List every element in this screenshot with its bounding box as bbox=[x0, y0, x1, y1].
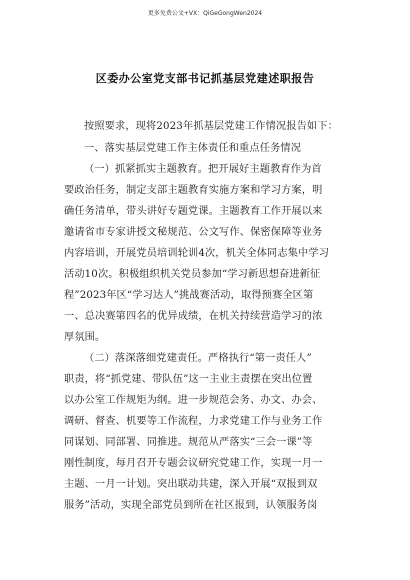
paragraph-line: 按照要求，现将2023年抓基层党建工作情况报告如下： bbox=[84, 121, 338, 132]
paragraph-line: （一）抓紧抓实主题教育。把开展好主题教育作为首 bbox=[84, 164, 322, 175]
paragraph-line: 一、总决赛第四名的优异成绩，在机关持续营造学习的浓 bbox=[64, 311, 323, 322]
paragraph-line: 服务”活动，实现全部党员到所在社区报到，认领服务岗 bbox=[64, 500, 318, 511]
paragraph-line: 程”2023年区“学习达人”挑战赛活动，取得预赛全区第 bbox=[64, 290, 314, 301]
header-note: 更多免费公文+VX：QiGeGongWen2024 bbox=[147, 10, 263, 17]
document-title: 区委办公室党支部书记抓基层党建述职报告 bbox=[95, 72, 315, 85]
paragraph-line: 主题、一月一计划。突出联动共建，深入开展“双报到双 bbox=[64, 479, 318, 490]
paragraph-line: 厚氛围。 bbox=[64, 332, 106, 343]
paragraph-line: 刚性制度，每月召开专题会议研究党建工作，实现一月一 bbox=[64, 458, 323, 469]
paragraph-line: 以办公室工作规矩为纲。进一步规范会务、办文、办会、 bbox=[64, 395, 323, 406]
paragraph-line: 要政治任务，制定支部主题教育实施方案和学习方案，明 bbox=[64, 185, 323, 196]
paragraph-line: 调研、督查、机要等工作流程，力求党建工作与业务工作 bbox=[64, 416, 323, 427]
paragraph-line: 确任务清单，带头讲好专题党课。主题教育工作开展以来 bbox=[64, 206, 323, 217]
paragraph-line: （二）落深落细党建责任。严格执行“第一责任人” bbox=[84, 353, 312, 364]
paragraph-line: 内容培训，开展党员培训轮训4次，机关全体同志集中学习 bbox=[64, 248, 330, 259]
paragraph-line: 活动10次。积极组织机关党员参加“学习新思想奋进新征 bbox=[64, 269, 321, 280]
section-heading: 一、落实基层党建工作主体责任和重点任务情况 bbox=[84, 143, 302, 154]
paragraph-line: 职责，将“抓党建、带队伍”这一主业主责摆在突出位置 bbox=[64, 374, 313, 385]
paragraph-line: 邀请省市专家讲授文秘规范、公文写作、保密保障等业务 bbox=[64, 227, 323, 238]
paragraph-line: 同谋划、同部署、同推进。规范从严落实“三会一课”等 bbox=[64, 437, 313, 448]
